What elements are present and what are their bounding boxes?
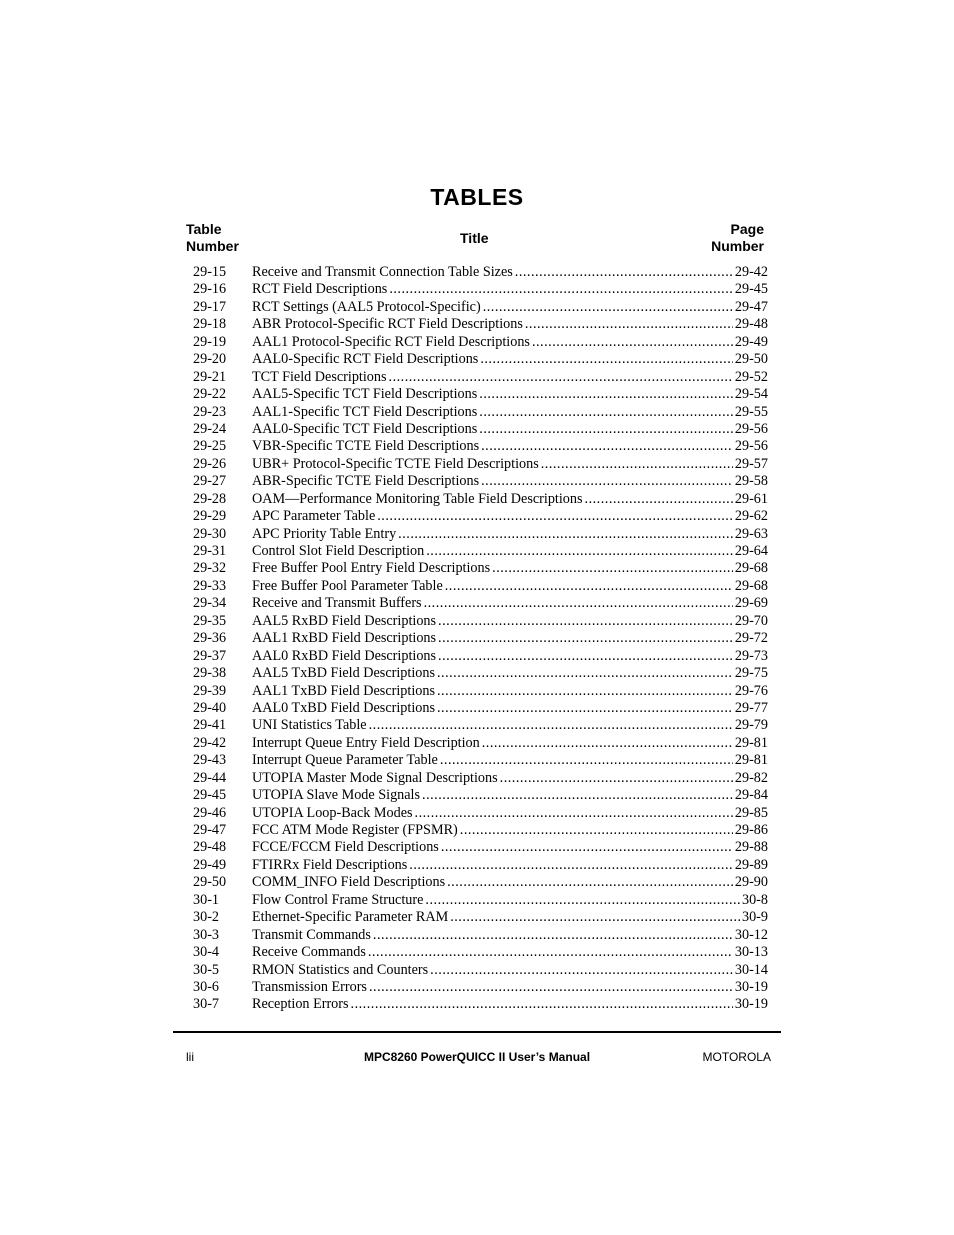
table-number: 29-37 bbox=[193, 647, 227, 664]
toc-entry[interactable] bbox=[0, 822, 954, 839]
entry-line bbox=[252, 473, 768, 490]
dot-leader bbox=[481, 438, 733, 455]
table-number: 29-28 bbox=[193, 490, 227, 507]
entry-line bbox=[252, 752, 768, 769]
entry-line bbox=[252, 770, 768, 787]
dot-leader bbox=[437, 683, 733, 700]
table-number: 29-42 bbox=[193, 734, 227, 751]
dot-leader bbox=[426, 543, 733, 560]
table-title: UTOPIA Slave Mode Signals bbox=[252, 787, 421, 804]
page-number: 29-75 bbox=[734, 665, 768, 682]
page-number: 29-69 bbox=[734, 595, 768, 612]
dot-leader bbox=[450, 909, 740, 926]
toc-entry[interactable] bbox=[0, 752, 954, 769]
page-number: 29-85 bbox=[734, 804, 768, 821]
page-number: 29-89 bbox=[734, 856, 768, 873]
entry-line bbox=[252, 892, 768, 909]
page-number: 29-56 bbox=[734, 438, 768, 455]
dot-leader bbox=[437, 665, 733, 682]
footer-rule bbox=[173, 1031, 781, 1033]
table-number: 30-3 bbox=[193, 926, 220, 943]
page-number: 29-47 bbox=[734, 298, 768, 315]
table-title: APC Parameter Table bbox=[252, 508, 376, 525]
table-title: Interrupt Queue Entry Field Description bbox=[252, 734, 480, 751]
table-number: 29-39 bbox=[193, 682, 227, 699]
dot-leader bbox=[438, 613, 733, 630]
entry-line bbox=[252, 909, 768, 926]
page-number: 30-13 bbox=[734, 944, 768, 961]
page-number: 30-8 bbox=[741, 891, 768, 908]
toc-entry[interactable] bbox=[0, 787, 954, 804]
dot-leader bbox=[424, 595, 733, 612]
toc-entry[interactable] bbox=[0, 560, 954, 577]
table-number: 30-1 bbox=[193, 891, 220, 908]
toc-entry[interactable] bbox=[0, 334, 954, 351]
page-number: 30-12 bbox=[734, 926, 768, 943]
table-title: Free Buffer Pool Parameter Table bbox=[252, 577, 443, 594]
entry-line bbox=[252, 665, 768, 682]
dot-leader bbox=[525, 316, 733, 333]
page-number: 29-84 bbox=[734, 787, 768, 804]
table-title: Transmit Commands bbox=[252, 926, 371, 943]
table-title: AAL1 RxBD Field Descriptions bbox=[252, 630, 437, 647]
dot-leader bbox=[479, 404, 733, 421]
table-number: 29-50 bbox=[193, 874, 227, 891]
table-number: 29-34 bbox=[193, 595, 227, 612]
dot-leader bbox=[415, 805, 733, 822]
toc-entry[interactable] bbox=[0, 630, 954, 647]
dot-leader bbox=[445, 578, 733, 595]
toc-entry[interactable] bbox=[0, 979, 954, 996]
dot-leader bbox=[430, 962, 733, 979]
dot-leader bbox=[389, 369, 733, 386]
toc-entry[interactable] bbox=[0, 421, 954, 438]
table-number: 30-4 bbox=[193, 944, 220, 961]
toc-entry[interactable] bbox=[0, 595, 954, 612]
toc-entry[interactable] bbox=[0, 770, 954, 787]
table-number: 29-32 bbox=[193, 560, 227, 577]
entry-line bbox=[252, 299, 768, 316]
table-title: ABR Protocol-Specific RCT Field Descriptions bbox=[252, 316, 523, 333]
table-number-header bbox=[186, 221, 239, 255]
table-title: AAL5 TxBD Field Descriptions bbox=[252, 665, 435, 682]
entry-line bbox=[252, 264, 768, 281]
table-title: AAL5 RxBD Field Descriptions bbox=[252, 612, 437, 629]
dot-leader bbox=[368, 944, 733, 961]
dot-leader bbox=[480, 351, 733, 368]
page-number: 29-45 bbox=[734, 281, 768, 298]
entry-line bbox=[252, 874, 768, 891]
toc-entry[interactable] bbox=[0, 962, 954, 979]
toc-entry[interactable] bbox=[0, 578, 954, 595]
table-number: 29-46 bbox=[193, 804, 227, 821]
table-title: AAL0-Specific RCT Field Descriptions bbox=[252, 351, 479, 368]
toc-entry[interactable] bbox=[0, 927, 954, 944]
table-title: Receive and Transmit Buffers bbox=[252, 595, 422, 612]
page-number: 29-64 bbox=[734, 543, 768, 559]
dot-leader bbox=[460, 822, 733, 839]
page-number: 29-82 bbox=[734, 769, 768, 786]
dot-leader bbox=[425, 892, 740, 909]
toc-entry[interactable] bbox=[0, 369, 954, 386]
table-title: UBR+ Protocol-Specific TCTE Field Descriptions bbox=[252, 455, 539, 472]
toc-entry[interactable] bbox=[0, 491, 954, 508]
entry-line bbox=[252, 857, 768, 874]
table-title: RCT Field Descriptions bbox=[252, 281, 388, 298]
table-number: 30-5 bbox=[193, 961, 220, 978]
table-number: 29-29 bbox=[193, 508, 227, 525]
page-number: 29-73 bbox=[734, 647, 768, 664]
dot-leader bbox=[351, 996, 733, 1013]
footer-page-number: lii bbox=[186, 1050, 194, 1064]
table-number: 30-7 bbox=[193, 996, 220, 1013]
page-number: 29-61 bbox=[734, 490, 768, 507]
dot-leader bbox=[438, 648, 733, 665]
toc-entry[interactable] bbox=[0, 735, 954, 752]
entry-line bbox=[252, 404, 768, 421]
entry-line bbox=[252, 456, 768, 473]
table-number: 30-6 bbox=[193, 978, 220, 995]
entry-line bbox=[252, 944, 768, 961]
table-number: 29-20 bbox=[193, 351, 227, 368]
table-title: FTIRRx Field Descriptions bbox=[252, 856, 408, 873]
page-number: 29-81 bbox=[734, 734, 768, 751]
entry-line bbox=[252, 962, 768, 979]
table-number: 29-22 bbox=[193, 386, 227, 403]
table-title: AAL0-Specific TCT Field Descriptions bbox=[252, 420, 478, 437]
dot-leader bbox=[482, 735, 733, 752]
page-number: 29-68 bbox=[734, 577, 768, 594]
table-of-contents-list bbox=[0, 264, 954, 1014]
table-number: 29-25 bbox=[193, 438, 227, 455]
table-title: RMON Statistics and Counters bbox=[252, 961, 429, 978]
table-title: COMM_INFO Field Descriptions bbox=[252, 874, 446, 891]
table-number: 29-43 bbox=[193, 752, 227, 769]
page-number: 29-49 bbox=[734, 333, 768, 350]
table-title: APC Priority Table Entry bbox=[252, 525, 397, 542]
table-number: 29-27 bbox=[193, 473, 227, 490]
table-number: 29-40 bbox=[193, 699, 227, 716]
entry-line bbox=[252, 351, 768, 368]
entry-line bbox=[252, 560, 768, 577]
table-title: Receive and Transmit Connection Table Sizes bbox=[252, 264, 513, 280]
toc-entry[interactable] bbox=[0, 316, 954, 333]
table-title: AAL1 TxBD Field Descriptions bbox=[252, 682, 435, 699]
toc-entry[interactable] bbox=[0, 508, 954, 525]
page-number: 30-14 bbox=[734, 961, 768, 978]
table-number: 29-38 bbox=[193, 665, 227, 682]
dot-leader bbox=[479, 386, 733, 403]
dot-leader bbox=[369, 717, 733, 734]
dot-leader bbox=[389, 281, 733, 298]
toc-entry[interactable] bbox=[0, 874, 954, 891]
entry-line bbox=[252, 996, 768, 1013]
page-number: 29-42 bbox=[734, 264, 768, 280]
dot-leader bbox=[398, 526, 733, 543]
entry-line bbox=[252, 543, 768, 560]
page-title: TABLES bbox=[430, 184, 524, 210]
table-title: UTOPIA Master Mode Signal Descriptions bbox=[252, 769, 498, 786]
table-number: 29-49 bbox=[193, 856, 227, 873]
toc-entry[interactable] bbox=[0, 717, 954, 734]
dot-leader bbox=[422, 787, 733, 804]
page-number: 30-19 bbox=[734, 996, 768, 1013]
table-title: FCCE/FCCM Field Descriptions bbox=[252, 839, 439, 856]
page-number: 29-62 bbox=[734, 508, 768, 525]
page-number: 29-63 bbox=[734, 525, 768, 542]
entry-line bbox=[252, 805, 768, 822]
table-title: UNI Statistics Table bbox=[252, 717, 367, 734]
table-number: 29-18 bbox=[193, 316, 227, 333]
entry-line bbox=[252, 316, 768, 333]
toc-entry[interactable] bbox=[0, 996, 954, 1013]
page-number: 29-90 bbox=[734, 874, 768, 891]
page-number: 29-88 bbox=[734, 839, 768, 856]
table-number: 29-48 bbox=[193, 839, 227, 856]
table-title: Ethernet-Specific Parameter RAM bbox=[252, 909, 449, 926]
table-title: AAL0 RxBD Field Descriptions bbox=[252, 647, 437, 664]
toc-entry[interactable] bbox=[0, 805, 954, 822]
toc-entry[interactable] bbox=[0, 839, 954, 856]
dot-leader bbox=[438, 630, 733, 647]
table-number: 29-31 bbox=[193, 543, 227, 559]
table-number-header-line1: Table bbox=[186, 221, 222, 237]
dot-leader bbox=[532, 334, 733, 351]
page-number: 29-76 bbox=[734, 682, 768, 699]
table-number: 29-45 bbox=[193, 787, 227, 804]
toc-entry[interactable] bbox=[0, 281, 954, 298]
page-number: 29-79 bbox=[734, 717, 768, 734]
dot-leader bbox=[585, 491, 733, 508]
table-title: VBR-Specific TCTE Field Descriptions bbox=[252, 438, 480, 455]
toc-entry[interactable] bbox=[0, 613, 954, 630]
table-title: OAM—Performance Monitoring Table Field Descriptions bbox=[252, 490, 583, 507]
table-number: 29-23 bbox=[193, 403, 227, 420]
entry-line bbox=[252, 421, 768, 438]
toc-entry[interactable] bbox=[0, 700, 954, 717]
page-number: 29-72 bbox=[734, 630, 768, 647]
entry-line bbox=[252, 735, 768, 752]
page-number: 29-48 bbox=[734, 316, 768, 333]
table-title: Control Slot Field Description bbox=[252, 543, 425, 559]
table-title: RCT Settings (AAL5 Protocol-Specific) bbox=[252, 298, 481, 315]
page-number: 29-55 bbox=[734, 403, 768, 420]
dot-leader bbox=[479, 421, 733, 438]
entry-line bbox=[252, 281, 768, 298]
table-number: 29-19 bbox=[193, 333, 227, 350]
dot-leader bbox=[437, 700, 733, 717]
page-number: 29-70 bbox=[734, 612, 768, 629]
page-number: 29-52 bbox=[734, 368, 768, 385]
entry-line bbox=[252, 979, 768, 996]
toc-entry[interactable] bbox=[0, 857, 954, 874]
page-number: 29-58 bbox=[734, 473, 768, 490]
page-number: 30-9 bbox=[741, 909, 768, 926]
footer-publisher: MOTOROLA bbox=[702, 1050, 771, 1064]
entry-line bbox=[252, 491, 768, 508]
entry-line bbox=[252, 526, 768, 543]
toc-entry[interactable] bbox=[0, 683, 954, 700]
dot-leader bbox=[500, 770, 733, 787]
table-title: TCT Field Descriptions bbox=[252, 368, 387, 385]
toc-entry[interactable] bbox=[0, 438, 954, 455]
dot-leader bbox=[483, 299, 733, 316]
entry-line bbox=[252, 595, 768, 612]
toc-entry[interactable] bbox=[0, 386, 954, 403]
table-title: Transmission Errors bbox=[252, 978, 367, 995]
table-title: FCC ATM Mode Register (FPSMR) bbox=[252, 822, 458, 838]
table-number: 29-17 bbox=[193, 298, 227, 315]
page-number: 30-19 bbox=[734, 978, 768, 995]
table-title: ABR-Specific TCTE Field Descriptions bbox=[252, 473, 480, 490]
table-title: AAL0 TxBD Field Descriptions bbox=[252, 699, 435, 716]
entry-line bbox=[252, 717, 768, 734]
table-title: Reception Errors bbox=[252, 996, 349, 1013]
page-number: 29-81 bbox=[734, 752, 768, 769]
entry-line bbox=[252, 508, 768, 525]
table-title: AAL5-Specific TCT Field Descriptions bbox=[252, 386, 478, 403]
entry-line bbox=[252, 648, 768, 665]
toc-entry[interactable] bbox=[0, 299, 954, 316]
title-header: Title bbox=[460, 230, 489, 246]
page-number: 29-68 bbox=[734, 560, 768, 577]
toc-entry[interactable] bbox=[0, 404, 954, 421]
toc-entry[interactable] bbox=[0, 456, 954, 473]
toc-entry[interactable] bbox=[0, 909, 954, 926]
table-number: 29-41 bbox=[193, 717, 227, 734]
table-title: Receive Commands bbox=[252, 944, 366, 961]
entry-line bbox=[252, 787, 768, 804]
dot-leader bbox=[377, 508, 733, 525]
page-number: 29-56 bbox=[734, 420, 768, 437]
dot-leader bbox=[481, 473, 733, 490]
dot-leader bbox=[409, 857, 733, 874]
toc-entry[interactable] bbox=[0, 543, 954, 560]
table-number: 29-26 bbox=[193, 455, 227, 472]
table-number: 29-47 bbox=[193, 822, 227, 838]
entry-line bbox=[252, 683, 768, 700]
table-title: Flow Control Frame Structure bbox=[252, 891, 424, 908]
toc-entry[interactable] bbox=[0, 473, 954, 490]
toc-entry[interactable] bbox=[0, 665, 954, 682]
dot-leader bbox=[440, 752, 733, 769]
entry-line bbox=[252, 839, 768, 856]
dot-leader bbox=[441, 839, 733, 856]
page-number-header bbox=[690, 221, 764, 255]
table-title: Interrupt Queue Parameter Table bbox=[252, 752, 438, 769]
entry-line bbox=[252, 578, 768, 595]
page-number: 29-77 bbox=[734, 699, 768, 716]
dot-leader bbox=[369, 979, 733, 996]
page-number: 29-57 bbox=[734, 455, 768, 472]
table-number: 29-44 bbox=[193, 769, 227, 786]
table-number: 29-24 bbox=[193, 420, 227, 437]
table-number: 29-33 bbox=[193, 577, 227, 594]
entry-line bbox=[252, 630, 768, 647]
toc-entry[interactable] bbox=[0, 264, 954, 281]
table-number: 29-35 bbox=[193, 612, 227, 629]
entry-line bbox=[252, 334, 768, 351]
dot-leader bbox=[541, 456, 733, 473]
table-title: UTOPIA Loop-Back Modes bbox=[252, 804, 413, 821]
entry-line bbox=[252, 386, 768, 403]
dot-leader bbox=[492, 560, 733, 577]
page-number: 29-86 bbox=[734, 822, 768, 838]
table-number: 29-30 bbox=[193, 525, 227, 542]
table-title: Free Buffer Pool Entry Field Descriptions bbox=[252, 560, 491, 577]
entry-line bbox=[252, 927, 768, 944]
table-number: 29-15 bbox=[193, 264, 227, 280]
table-number: 30-2 bbox=[193, 909, 220, 926]
page-number-header-line1: Page bbox=[730, 221, 764, 237]
table-title: AAL1 Protocol-Specific RCT Field Descriptions bbox=[252, 333, 530, 350]
page-number: 29-54 bbox=[734, 386, 768, 403]
dot-leader bbox=[515, 264, 733, 281]
entry-line bbox=[252, 700, 768, 717]
table-title: AAL1-Specific TCT Field Descriptions bbox=[252, 403, 478, 420]
entry-line bbox=[252, 369, 768, 386]
table-number: 29-36 bbox=[193, 630, 227, 647]
footer-manual-title: MPC8260 PowerQUICC II User’s Manual bbox=[363, 1050, 591, 1064]
entry-line bbox=[252, 613, 768, 630]
page-number: 29-50 bbox=[734, 351, 768, 368]
page-number-header-line2: Number bbox=[711, 238, 764, 254]
toc-entry[interactable] bbox=[0, 526, 954, 543]
entry-line bbox=[252, 438, 768, 455]
dot-leader bbox=[373, 927, 733, 944]
table-number: 29-21 bbox=[193, 368, 227, 385]
toc-entry[interactable] bbox=[0, 648, 954, 665]
toc-entry[interactable] bbox=[0, 351, 954, 368]
toc-entry[interactable] bbox=[0, 892, 954, 909]
table-number: 29-16 bbox=[193, 281, 227, 298]
entry-line bbox=[252, 822, 768, 839]
table-number-header-line2: Number bbox=[186, 238, 239, 254]
toc-entry[interactable] bbox=[0, 944, 954, 961]
dot-leader bbox=[447, 874, 733, 891]
